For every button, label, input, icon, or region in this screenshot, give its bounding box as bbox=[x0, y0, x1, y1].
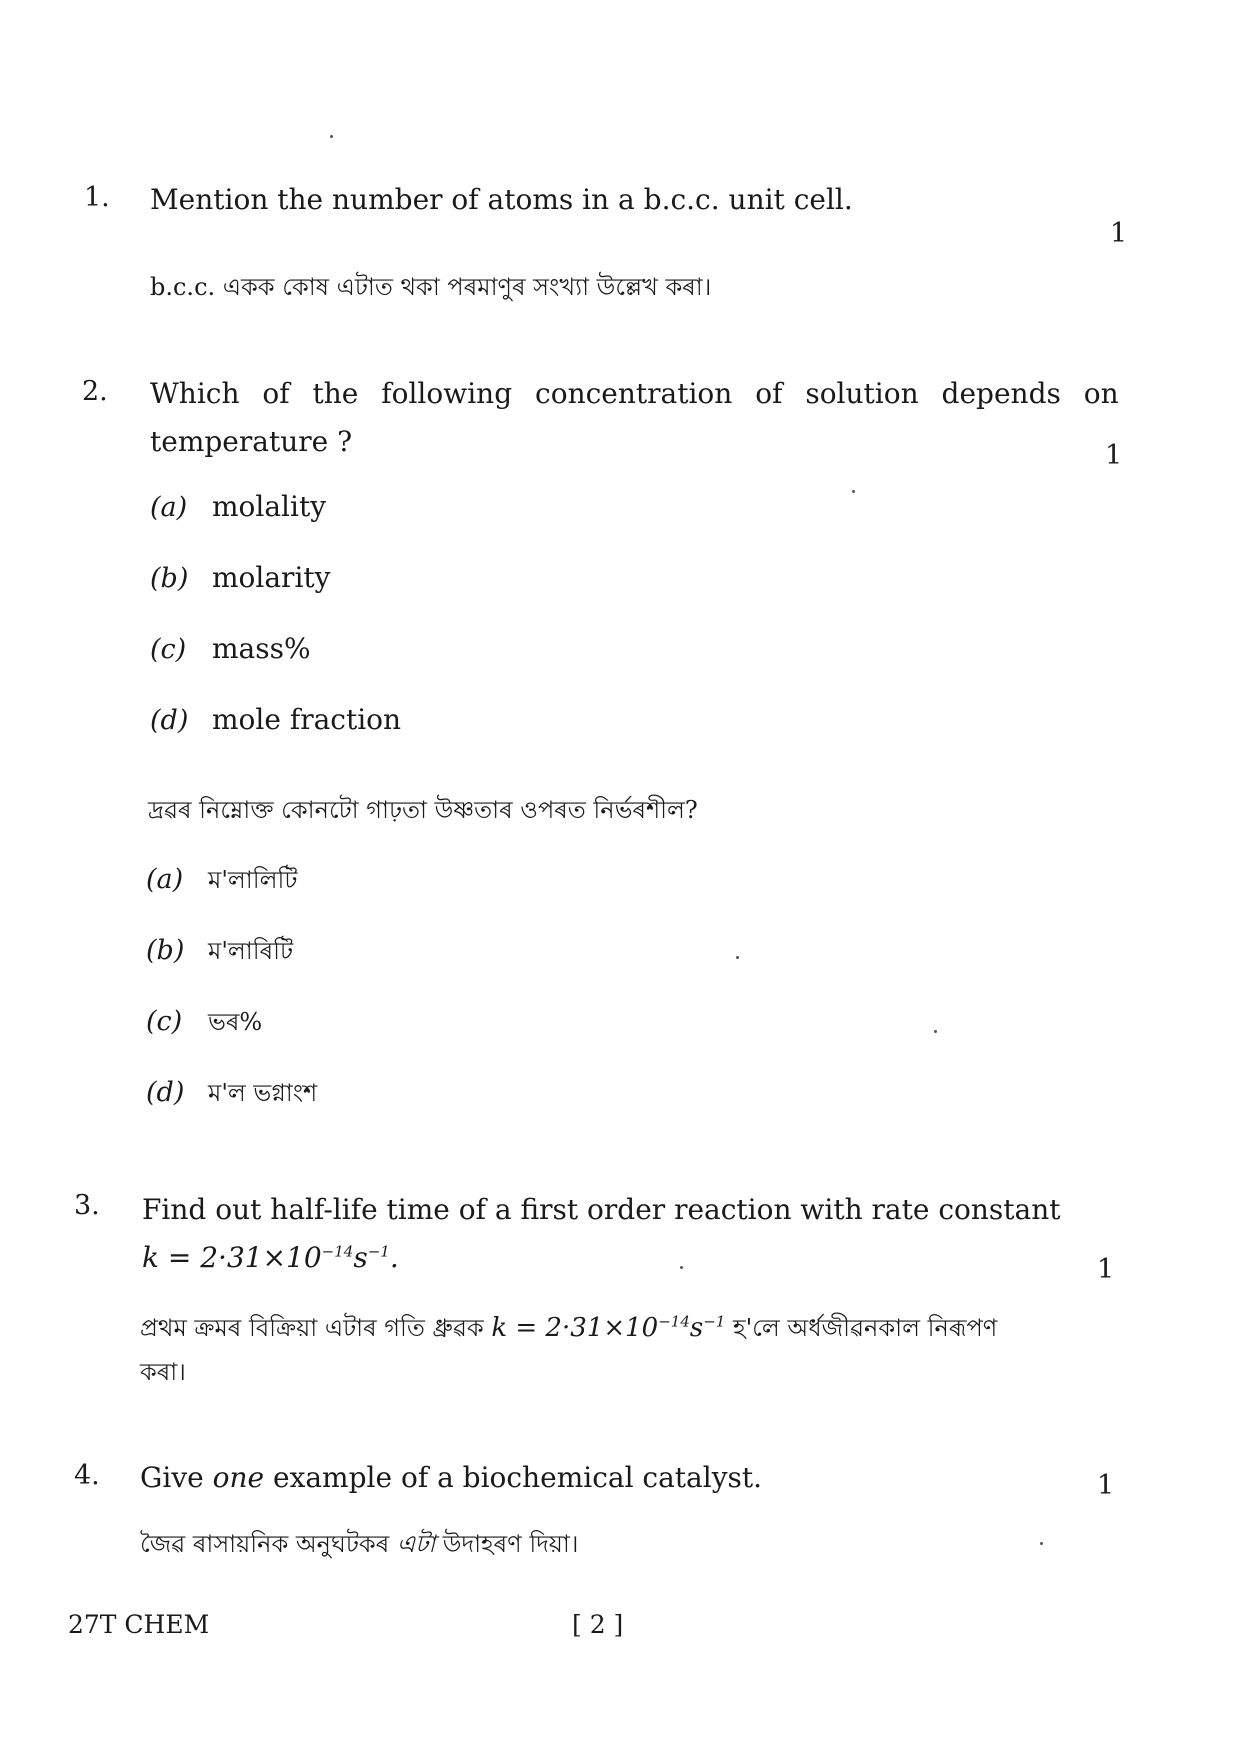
formula-exponent: −14 bbox=[658, 1312, 690, 1331]
scan-speck bbox=[852, 490, 855, 493]
scan-speck bbox=[680, 1266, 683, 1269]
marks: 1 bbox=[1097, 1470, 1115, 1501]
option-text: ম'লালিটি bbox=[208, 866, 298, 894]
option-c bbox=[150, 632, 311, 665]
option-label: (a) bbox=[150, 492, 188, 523]
assamese-after: উদাহৰণ দিয়া। bbox=[442, 1530, 579, 1558]
formula-exponent: −14 bbox=[321, 1242, 354, 1261]
formula-unit: s bbox=[689, 1313, 704, 1343]
page-number: [ 2 ] bbox=[572, 1610, 624, 1639]
option-label: (b) bbox=[150, 563, 189, 594]
question-text-english-line2: temperature ? bbox=[150, 425, 353, 458]
scan-speck bbox=[736, 956, 739, 959]
option-label: (d) bbox=[146, 1077, 185, 1108]
assamese-emphasis: এটা bbox=[396, 1530, 436, 1558]
formula-prefix: k = 2·31×10 bbox=[142, 1241, 322, 1274]
paper-code: 27T CHEM bbox=[68, 1610, 210, 1639]
assamese-option-d bbox=[146, 1075, 317, 1115]
question-text-english bbox=[140, 1454, 762, 1502]
formula-unit-exponent: −1 bbox=[367, 1242, 390, 1261]
question-text-english: Find out half-life time of a first order reaction with rate constant bbox=[142, 1193, 1061, 1226]
assamese-option-b bbox=[146, 933, 293, 973]
option-text: ভৰ% bbox=[208, 1008, 263, 1036]
formula-prefix: k = 2·31×10 bbox=[491, 1313, 659, 1343]
option-label: (a) bbox=[146, 864, 184, 895]
english-after: example of a biochemical catalyst. bbox=[273, 1461, 763, 1494]
question-text-english-line1: Which of the following concentration of solution depends on bbox=[150, 377, 1119, 410]
question-text-english: Mention the number of atoms in a b.c.c. unit cell. bbox=[150, 183, 853, 216]
english-emphasis: one bbox=[212, 1461, 265, 1494]
scan-speck bbox=[330, 135, 333, 138]
formula-end: . bbox=[389, 1241, 399, 1274]
question-number: 4. bbox=[74, 1460, 100, 1491]
marks: 1 bbox=[1097, 1254, 1115, 1285]
option-text: molality bbox=[212, 490, 327, 523]
english-before: Give bbox=[140, 1461, 204, 1494]
question-text-assamese: দ্ৰৱৰ নিম্নোক্ত কোনটো গাঢ়তা উষ্ণতাৰ ওপৰত নিৰ্ভৰশীল? bbox=[148, 796, 698, 824]
scan-speck bbox=[1040, 1542, 1043, 1545]
option-d bbox=[150, 703, 401, 736]
marks: 1 bbox=[1105, 440, 1123, 471]
option-label: (c) bbox=[146, 1006, 183, 1037]
option-text: ম'লাৰিটি bbox=[208, 937, 294, 965]
option-label: (d) bbox=[150, 705, 189, 736]
option-a bbox=[150, 490, 326, 523]
option-text: mass% bbox=[212, 632, 311, 665]
option-label: (c) bbox=[150, 634, 187, 665]
assamese-before: জৈৱ ৰাসায়নিক অনুঘটকৰ bbox=[140, 1530, 390, 1558]
assamese-option-a bbox=[146, 862, 297, 902]
question-number: 1. bbox=[84, 182, 110, 213]
formula-unit-exponent: −1 bbox=[703, 1312, 726, 1331]
question-text-assamese-line2: কৰা। bbox=[140, 1358, 186, 1386]
formula-unit: s bbox=[353, 1241, 368, 1274]
assamese-option-c bbox=[146, 1004, 262, 1044]
question-text-assamese: b.c.c. একক কোষ এটাত থকা পৰমাণুৰ সংখ্যা উল্লেখ কৰা। bbox=[150, 273, 712, 301]
marks: 1 bbox=[1110, 218, 1128, 249]
option-b bbox=[150, 561, 330, 594]
option-text: ম'ল ভগ্নাংশ bbox=[208, 1079, 318, 1107]
rate-constant-formula bbox=[142, 1234, 399, 1282]
option-label: (b) bbox=[146, 935, 185, 966]
option-text: molarity bbox=[212, 561, 331, 594]
option-text: mole fraction bbox=[212, 703, 402, 736]
scan-speck bbox=[934, 1030, 937, 1033]
question-text-assamese bbox=[140, 1524, 578, 1564]
assamese-after: হ'লে অৰ্ধজীৱনকাল নিৰূপণ bbox=[732, 1314, 998, 1342]
assamese-before: প্ৰথম ক্ৰমৰ বিক্ৰিয়া এটাৰ গতি ধ্ৰুৱক bbox=[140, 1314, 484, 1342]
question-number: 2. bbox=[82, 376, 108, 407]
question-number: 3. bbox=[74, 1190, 100, 1221]
question-text-assamese-line1 bbox=[140, 1308, 997, 1348]
